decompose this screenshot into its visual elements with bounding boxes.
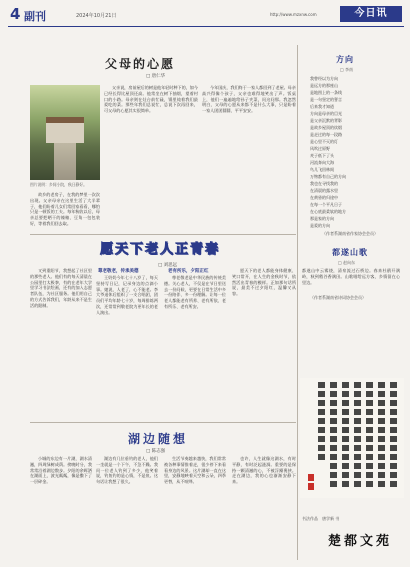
article-title: 湖边随想 (128, 432, 189, 446)
poem-line: 我曾经以为方向 (310, 76, 338, 81)
banner-title: 愿天下老人正青春 (100, 242, 221, 257)
article-text: 故乡的老房子，在我的梦里一次次出现。父亲母亲在这里生活了大半辈子，他们盼着儿女们常回家看看，哪怕只是一顿饭的工夫。每年秋收以后，母亲总要把晒干的辣椒、豆角一包包装好，等着我们回去取。 (30, 192, 100, 226)
calligraphy-caption: 书法作品 唐学新 书 (302, 516, 340, 521)
seal-stamp (308, 483, 314, 490)
poem-line: 在每一个平凡日子 (310, 202, 342, 207)
poem-line: 在黄昏的归途中 (310, 195, 338, 200)
poem-line: 是远方的那座山 (310, 83, 338, 88)
poem-title: 方向 (336, 54, 354, 64)
article-text: 尊老敬老是中华民族的传统美德。关心老人，不仅是在节日里送去一份问候，更要在日常生活中多一份陪伴、多一份理解。让每一位老人都能老有所养、老有所依、老有所乐、老有所安。 (164, 275, 226, 309)
subheading: 老有所乐，夕阳正红 (168, 269, 209, 274)
author-note: （作者系湖南省作家协会会员） (322, 231, 378, 236)
poem-line: 我也在寻找我的 (310, 181, 338, 186)
article-byline: □ 唐仁华 (146, 74, 166, 79)
author-note: （作者系湖南省诗词协会会员） (310, 295, 366, 300)
house-image (46, 117, 84, 143)
newspaper-logo: 今日讯 (340, 6, 402, 22)
article-text: 也许，人生就像这湖水，有时平静，有时泛起涟漪。重要的是保持一颗清澈的心，不被浮躁裹挟。走在湖边，我的心也渐渐安静下来。 (232, 456, 296, 485)
poem-line: 风吹过原野 (310, 146, 330, 151)
poem-line: 是父亲沉默的背影 (310, 118, 342, 123)
article-text: 王奶奶今年七十八岁了，每天坚持写日记，记录身边的点滴小事。她说，人老了，心不能老。李大爷退休后组织了一支合唱团，团员们平均年龄七十岁，每周排练两次，还常常到敬老院为更年长的老人演出。 (96, 275, 158, 315)
section-name: 副刊 (24, 10, 46, 23)
article-text: 愿天下的老人都能身体健康、笑口常开，在人生的金秋时节，依然活出青春的模样。正如那句话所说，最美不过夕阳红，温馨又从容。 (232, 268, 296, 297)
photo-caption: 图片说明：乡间小院，秋日静好。 (30, 182, 87, 187)
poem-line: 麦子低下了头 (310, 153, 334, 158)
poem-line: 方向是母亲的目光 (310, 111, 342, 116)
poem-title: 都遂山歌 (332, 247, 368, 257)
poem-body (300, 75, 400, 229)
article-text: 生活节奏越来越快，我们常常被各种事情推着走，很少停下来看看身边的风景。这片湖却一直在这里，安静地映着天空和云朵，四季更替，从不喧哗。 (164, 456, 226, 485)
calligraphy-artwork (300, 378, 404, 498)
poem-line: 是心里不灭的灯 (310, 139, 338, 144)
issue-date: 2024年10月21日 (76, 13, 117, 19)
poem-line: 河流奔向大海 (310, 160, 334, 165)
poem-author: □ 李南 (340, 67, 354, 72)
poem-line: 是走过的每一段路 (310, 132, 342, 137)
column-divider (297, 45, 298, 560)
poem-body: 都遂山中云雾绕，清泉流过石桥边。春来杜鹃开满岭，秋到稻谷香满田。山歌唱给远方客，乡情留在心里边。 (302, 268, 400, 285)
article-text: 父亲说，房前屋后的树是他年轻时种下的，如今已经长得比屋顶还高。他常坐在树下抽烟，望着村口的小路。母亲则在灶台前忙碌，锅里炖着我们最爱吃的菜。那些年我们总说忙，总说下次再回来，可父母的心愿其实很简单。 (104, 85, 198, 114)
poem-line: 后来我才知道 (310, 104, 334, 109)
article-photo (30, 85, 100, 180)
article-text: 湖边有几位垂钓的老人，他们一坐就是一个下午，不急不躁。我问一位老人钓到了多少，他笑着说，钓鱼钓的是心情，不是鱼。这句话让我想了很久。 (96, 456, 158, 485)
poem-line: 在心底最柔软的地方 (310, 209, 346, 214)
site-url: http://www.mzxnw.com (270, 12, 317, 17)
article-title: 父母的心愿 (105, 57, 176, 71)
poem-line: 是故乡屋顶的炊烟 (310, 125, 342, 130)
column-title: 楚都文苑 (328, 534, 393, 549)
article-text: 又到重阳节，我想起了社区里的那些老人。他们有的每天清晨在公园里打太极拳，有的在老年大学里学习书法绘画，还有的加入志愿者队伍，为社区服务。他们用自己的方式告诉我们，年龄从来不是生活的限制。 (30, 268, 92, 308)
poem-line: 在清晨的露水里 (310, 188, 338, 193)
divider (30, 422, 296, 423)
article-byline: □ 陈志强 (146, 449, 166, 454)
page-number: 4 (10, 5, 21, 23)
article-text: 小城的东边有一片湖，湖水清澈，四周绿树成荫。傍晚时分，我常常沿着湖边散步。夕阳的余晖洒在湖面上，波光粼粼，像是撒下了一层碎金。 (30, 456, 92, 485)
poem-line: 万物都有自己的方向 (310, 174, 346, 179)
poem-author: □ 赵向东 (338, 260, 356, 265)
page-header (8, 3, 404, 27)
path-image (54, 143, 76, 180)
article-byline: □ 刘思远 (158, 263, 178, 268)
seal-stamp (308, 474, 314, 481)
divider (30, 234, 296, 235)
subheading: 尊老敬老，传承美德 (98, 269, 139, 274)
poem-line: 鸟儿飞回林间 (310, 167, 334, 172)
poem-line: 是一句坚定的誓言 (310, 97, 342, 102)
article-text: 今年国庆，我们终于一家人都回到了老屋。母亲高兴得像个孩子，父亲也难得地笑出了声。饭桌上，他们一遍遍地给孙子夹菜，问这问那。我忽然明白，父母的心愿从来都不是什么大事，只是盼着一家人团团圆圆、平平安安。 (202, 85, 296, 114)
poem-line: 是爱的方向 (310, 223, 330, 228)
poem-line: 是地图上的一条线 (310, 90, 342, 95)
poem-line: 那是家的方向 (310, 216, 334, 221)
